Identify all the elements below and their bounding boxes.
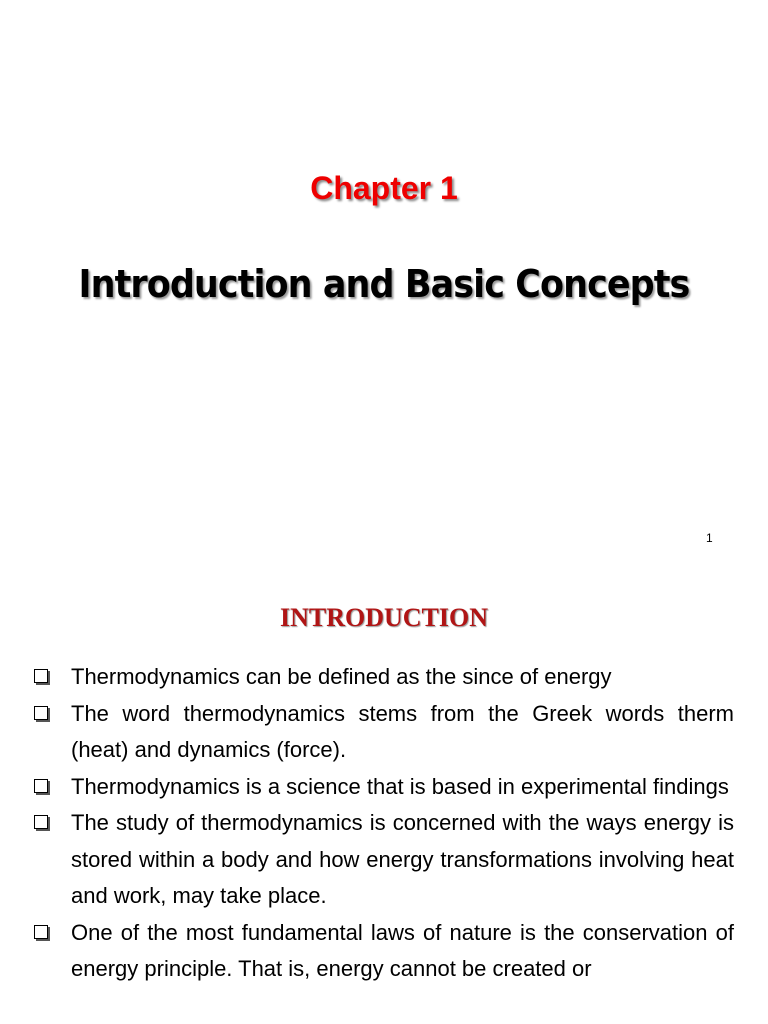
chapter-label: Chapter 1 <box>310 170 458 206</box>
list-item <box>34 915 734 988</box>
section-heading: INTRODUCTION <box>279 603 489 632</box>
bullet-text: The word thermodynamics stems from the Greek words therm (heat) and dynamics (force). <box>71 700 734 762</box>
slide-title: Introduction and Basic Concepts <box>78 262 690 306</box>
page-number: 1 <box>706 531 713 545</box>
bullet-text: The study of thermodynamics is concerned with the ways energy is stored within a body and how energy transformations involving heat and work, may take place. <box>71 810 734 908</box>
checkbox-bullet-icon <box>34 669 48 683</box>
bullet-text: One of the most fundamental laws of nature is the conservation of energy principle. That is, energy cannot be created or <box>71 919 734 981</box>
list-item <box>34 769 734 806</box>
bullet-text: Thermodynamics is a science that is based in experimental findings <box>71 773 729 799</box>
checkbox-bullet-icon <box>34 706 48 720</box>
bullet-text: Thermodynamics can be defined as the since of energy <box>71 664 612 689</box>
checkbox-bullet-icon <box>34 779 48 793</box>
checkbox-bullet-icon <box>34 815 48 829</box>
list-item <box>34 659 734 696</box>
bullet-list <box>34 659 734 988</box>
list-item <box>34 805 734 915</box>
checkbox-bullet-icon <box>34 925 48 939</box>
list-item <box>34 696 734 769</box>
